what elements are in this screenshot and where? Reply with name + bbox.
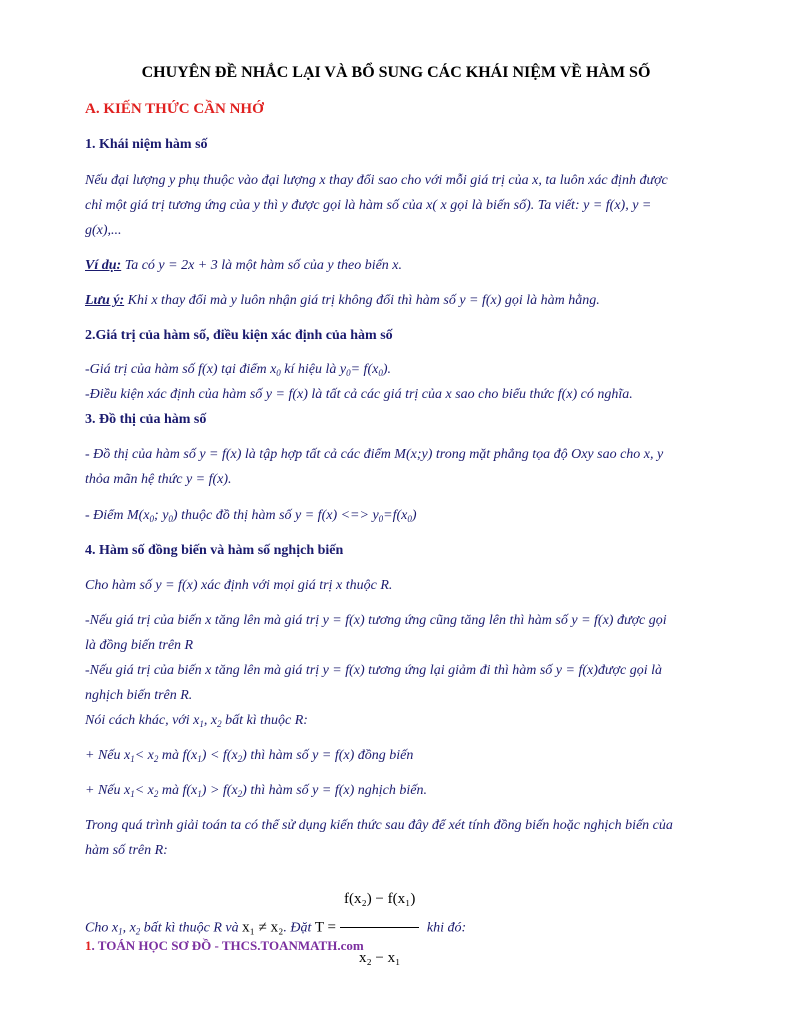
footer-text: . TOÁN HỌC SƠ ĐỒ - THCS.TOANMATH.com: [91, 938, 364, 953]
para-2-line-2: -Điều kiện xác định của hàm số y = f(x) là tất cả các giá trị của x sao cho biểu thức f(x) có nghĩa.: [85, 387, 633, 402]
example-text: Ta có y = 2x + 3 là một hàm số của y theo biến x.: [121, 258, 403, 273]
para-4-line-4: -Nếu giá trị của biến x tăng lên mà giá trị y = f(x) tương ứng lại giảm đi thì hàm số y = f(x)được gọi là: [85, 663, 663, 678]
heading-1: 1. Khái niệm hàm số: [85, 137, 208, 152]
section-a-heading: A. KIẾN THỨC CẦN NHỚ: [85, 101, 264, 117]
page-footer: [85, 938, 364, 954]
para-3-line-2: thỏa mãn hệ thức y = f(x).: [85, 472, 232, 487]
para-4-line-6: Nói cách khác, với $x_1$, $x_2$ bất kì thuộc R:: [85, 713, 308, 729]
para-1-line-1: Nếu đại lượng y phụ thuộc vào đại lượng x thay đổi sao cho với mỗi giá trị của x, ta luôn xác định được: [85, 173, 668, 188]
para-3-line-3: - Điểm $M(x_0$; $y_0$) thuộc đồ thị hàm số y = f(x) <=> $y_0=f(x_0)$: [85, 508, 417, 524]
fraction-numerator: f(x₂) − f(x₁): [340, 874, 419, 928]
example-line: [85, 257, 402, 275]
para-3-line-1: - Đồ thị của hàm số y = f(x) là tập hợp tất cả các điểm M(x;y) trong mặt phẳng tọa độ Oxy sao cho x, y: [85, 447, 664, 462]
heading-2: 2.Giá trị của hàm số, điều kiện xác định của hàm số: [85, 328, 393, 343]
note-text: Khi x thay đổi mà y luôn nhận giá trị không đổi thì hàm số y = f(x) gọi là hàm hằng.: [124, 293, 600, 308]
heading-4: 4. Hàm số đồng biến và hàm số nghịch biến: [85, 543, 344, 558]
para-1-line-2: chỉ một giá trị tương ứng của y thì y được gọi là hàm số của x( x gọi là biến số). Ta viết: y = f(x), y =: [85, 198, 652, 213]
para-4-line-1: Cho hàm số y = f(x) xác định với mọi giá trị x thuộc R.: [85, 578, 393, 593]
para-4-line-7: + Nếu $x_1< x_2$ mà $f(x_1) < f(x_2)$ thì hàm số y = f(x) đồng biến: [85, 748, 414, 764]
note-line: [85, 292, 600, 310]
inequality-x1-x2: x₁ ≠ x₂: [242, 919, 284, 936]
para-2-line-1: -Giá trị của hàm số f(x) tại điểm $x_0$ kí hiệu là $y_0= f(x_0)$.: [85, 362, 391, 378]
heading-3: 3. Đồ thị của hàm số: [85, 412, 207, 427]
example-label: Ví dụ:: [85, 258, 122, 273]
para-5-line-1: Trong quá trình giải toán ta có thể sử dụng kiến thức sau đây để xét tính đồng biến hoặc nghịch biến của: [85, 818, 673, 833]
para-6-line: Cho $x_1$, $x_2$ bất kì thuộc R và x₁ ≠ x₂. Đặt T = $\frac{\text{f(x₂) − f(x₁)}}{\text{x₂ − x₁}}$ khi đó:: [85, 874, 466, 983]
para-5-line-2: hàm số trên R:: [85, 843, 168, 858]
para-4-line-5: nghịch biến trên R.: [85, 688, 193, 703]
para-4-line-2: -Nếu giá trị của biến x tăng lên mà giá trị y = f(x) tương ứng cũng tăng lên thì hàm số y = f(x) được gọi: [85, 613, 667, 628]
fraction: [340, 874, 419, 983]
T-symbol: T =: [314, 919, 336, 936]
para-4-line-3: là đồng biến trên R: [85, 638, 194, 653]
note-label: Lưu ý:: [85, 293, 125, 308]
footer-page-number: 1: [85, 938, 92, 953]
para-4-line-8: + Nếu $x_1< x_2$ mà $f(x_1) > f(x_2)$ thì hàm số y = f(x) nghịch biến.: [85, 783, 427, 799]
page-title: CHUYÊN ĐỀ NHẮC LẠI VÀ BỔ SUNG CÁC KHÁI NIỆM VỀ HÀM SỐ: [141, 64, 651, 81]
fraction-denominator: x₂ − x₁: [358, 950, 401, 966]
para-1-line-3: g(x),...: [85, 223, 122, 238]
